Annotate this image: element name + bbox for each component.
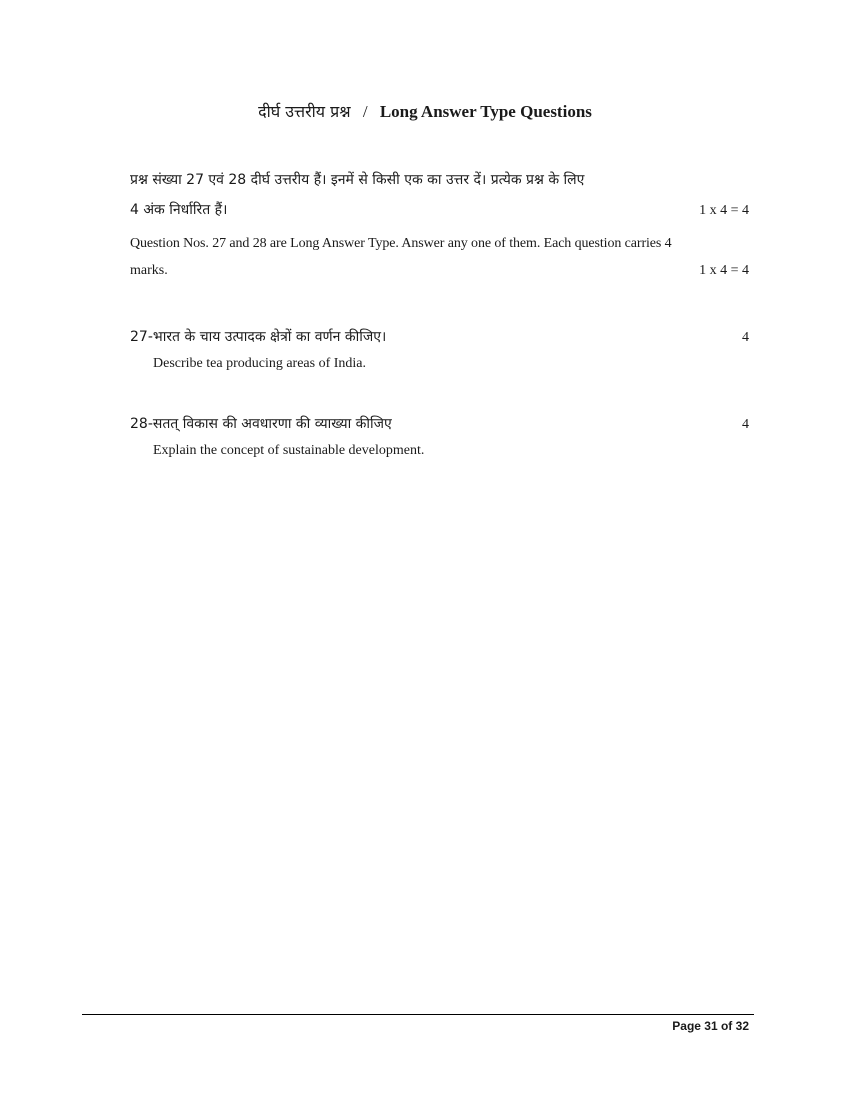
instructions-english-line2: marks. (130, 263, 168, 278)
section-heading (0, 100, 850, 122)
instructions-hindi-line2: 4 अंक निर्धारित हैं। (130, 202, 228, 218)
footer-rule (82, 1014, 754, 1015)
instructions-hindi-line1: प्रश्न संख्या 27 एवं 28 दीर्घ उत्तरीय हैं। इनमें से किसी एक का उत्तर दें। प्रत्येक प्रश्न के लिए (130, 172, 585, 188)
instructions-hindi (130, 170, 749, 219)
instructions-english-line1: Question Nos. 27 and 28 are Long Answer Type. Answer any one of them. Each question carries 4 (130, 236, 672, 251)
section-heading-hindi: दीर्घ उत्तरीय प्रश्न (258, 102, 351, 121)
question-27-marks: 4 (742, 330, 749, 345)
question-28-hindi: 28-सतत् विकास की अवधारणा की व्याख्या कीजिए (130, 416, 392, 432)
question-28 (130, 414, 749, 459)
heading-separator: / (362, 102, 368, 121)
section-heading-english: Long Answer Type Questions (379, 102, 592, 121)
instructions-english-marks: 1 x 4 = 4 (699, 263, 749, 278)
question-28-english: Explain the concept of sustainable development. (153, 443, 425, 458)
instructions-hindi-marks: 1 x 4 = 4 (699, 203, 749, 218)
page-number: Page 31 of 32 (672, 1019, 749, 1033)
question-27-english: Describe tea producing areas of India. (153, 356, 367, 371)
instructions-english (130, 236, 749, 279)
question-27 (130, 327, 749, 372)
question-28-marks: 4 (742, 417, 749, 432)
question-27-hindi: 27-भारत के चाय उत्पादक क्षेत्रों का वर्णन कीजिए। (130, 329, 387, 345)
